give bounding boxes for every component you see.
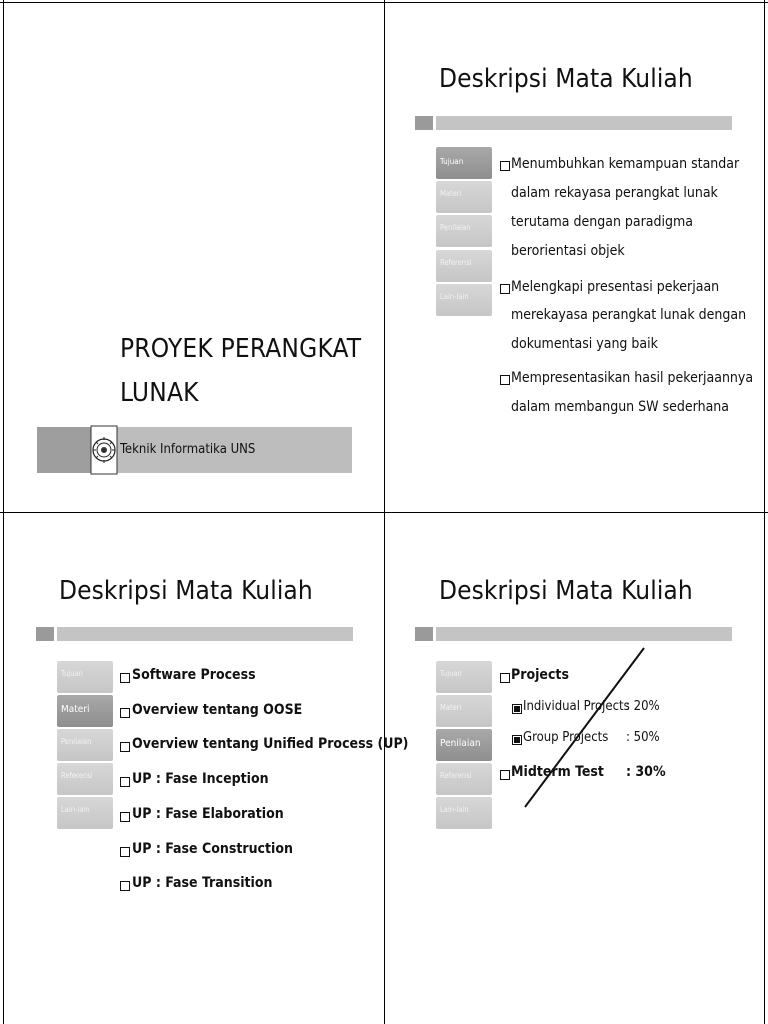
projects-label: Projects [511,667,569,683]
nav-tab-materi[interactable] [436,181,492,213]
slide-title: Deskripsi Mata Kuliah [59,576,313,606]
bullet-box [500,673,510,683]
nav-tab-label: Materi [440,189,462,198]
cover-title-line2: LUNAK [120,378,199,408]
nav-tab-label: Lain-lain [440,805,469,814]
strike-line [515,643,655,813]
bullet-text: Overview tentang Unified Process (UP) [132,736,409,752]
cover-subtitle: Teknik Informatika UNS [120,442,256,457]
slide-penilaian [385,513,768,1024]
nav-tab-lain-lain[interactable] [436,797,492,829]
title-bar [436,627,732,641]
bullet-box [500,161,510,171]
nav-tab-label: Lain-lain [61,805,90,814]
nav-tab-label: Materi [440,703,462,712]
bullet-text: UP : Fase Construction [132,841,293,857]
nav-tab-label: Lain-lain [440,292,469,301]
bullet-text: Overview tentang OOSE [132,702,303,718]
midterm-test-label: Midterm Test [511,764,604,780]
slide-title: Deskripsi Mata Kuliah [439,576,693,606]
nav-tab-label: Tujuan [440,157,464,166]
title-bar-accent [415,627,433,641]
nav-tab-label: Penilaian [440,738,481,749]
bullet-text: dalam rekayasa perangkat lunak [511,185,718,201]
bullet-box [500,284,510,294]
nav-tab-label: Materi [61,704,90,715]
nav-tab-penilaian[interactable] [436,215,492,247]
midterm-test-value: : 30% [626,764,666,780]
nav-tab-label: Penilaian [440,223,471,232]
cover-band-accent [37,427,91,473]
bullet-text: Software Process [132,667,256,683]
bullet-text: UP : Fase Transition [132,875,273,891]
bullet-box [120,847,130,857]
bullet-box [500,375,510,385]
nav-tab-penilaian[interactable] [436,729,492,761]
bullet-text: Menumbuhkan kemampuan standar [511,156,740,172]
nav-tab-label: Tujuan [61,669,83,678]
bullet-text: Melengkapi presentasi pekerjaan [511,279,720,295]
bullet-text: berorientasi objek [511,243,625,259]
title-bar [436,116,732,130]
slide-materi [0,513,409,1024]
cover-title-line1: PROYEK PERANGKAT [120,334,362,364]
bullet-box [120,812,130,822]
nav-tab-referensi[interactable] [436,763,492,795]
nav-tab-lain-lain[interactable] [57,797,113,829]
bullet-text: dalam membangun SW sederhana [511,399,730,415]
bullet-box [120,777,130,787]
nav-tab-label: Tujuan [440,669,462,678]
slide-tujuan [385,0,768,512]
nav-tab-label: Referensi [440,258,472,267]
bullet-text: Mempresentasikan hasil pekerjaannya [511,370,754,386]
nav-tab-label: Penilaian [61,737,92,746]
bullet-box [120,673,130,683]
bullet-text: merekayasa perangkat lunak dengan [511,307,747,323]
title-bar-accent [415,116,433,130]
bullet-box [120,742,130,752]
bullet-text: UP : Fase Inception [132,771,269,787]
group-projects-label: Group Projects [523,730,609,745]
bullet-box [500,770,510,780]
university-logo-icon [90,425,118,475]
nav-tab-label: Referensi [61,771,93,780]
individual-projects-label: Individual Projects [523,699,630,714]
group-projects-value: : 50% [626,730,660,745]
bullet-text: dokumentasi yang baik [511,336,658,352]
nav-tab-materi[interactable] [436,695,492,727]
bullet-text: UP : Fase Elaboration [132,806,284,822]
nav-tab-label: Referensi [440,771,472,780]
nav-tab-tujuan[interactable] [436,147,492,179]
nav-tab-referensi[interactable] [436,250,492,282]
individual-projects-value: : 20% [626,699,660,714]
nav-tab-tujuan[interactable] [436,661,492,693]
nav-tab-penilaian[interactable] [57,729,113,761]
nav-tab-lain-lain[interactable] [436,284,492,316]
bullet-box [120,881,130,891]
slide-title: Deskripsi Mata Kuliah [439,64,693,94]
nav-tab-tujuan[interactable] [57,661,113,693]
bullet-text: terutama dengan paradigma [511,214,694,230]
bullet-box [120,708,130,718]
title-bar [57,627,353,641]
title-bar-accent [36,627,54,641]
slide-cover [0,0,384,512]
nav-tab-materi[interactable] [57,695,113,727]
nav-tab-referensi[interactable] [57,763,113,795]
